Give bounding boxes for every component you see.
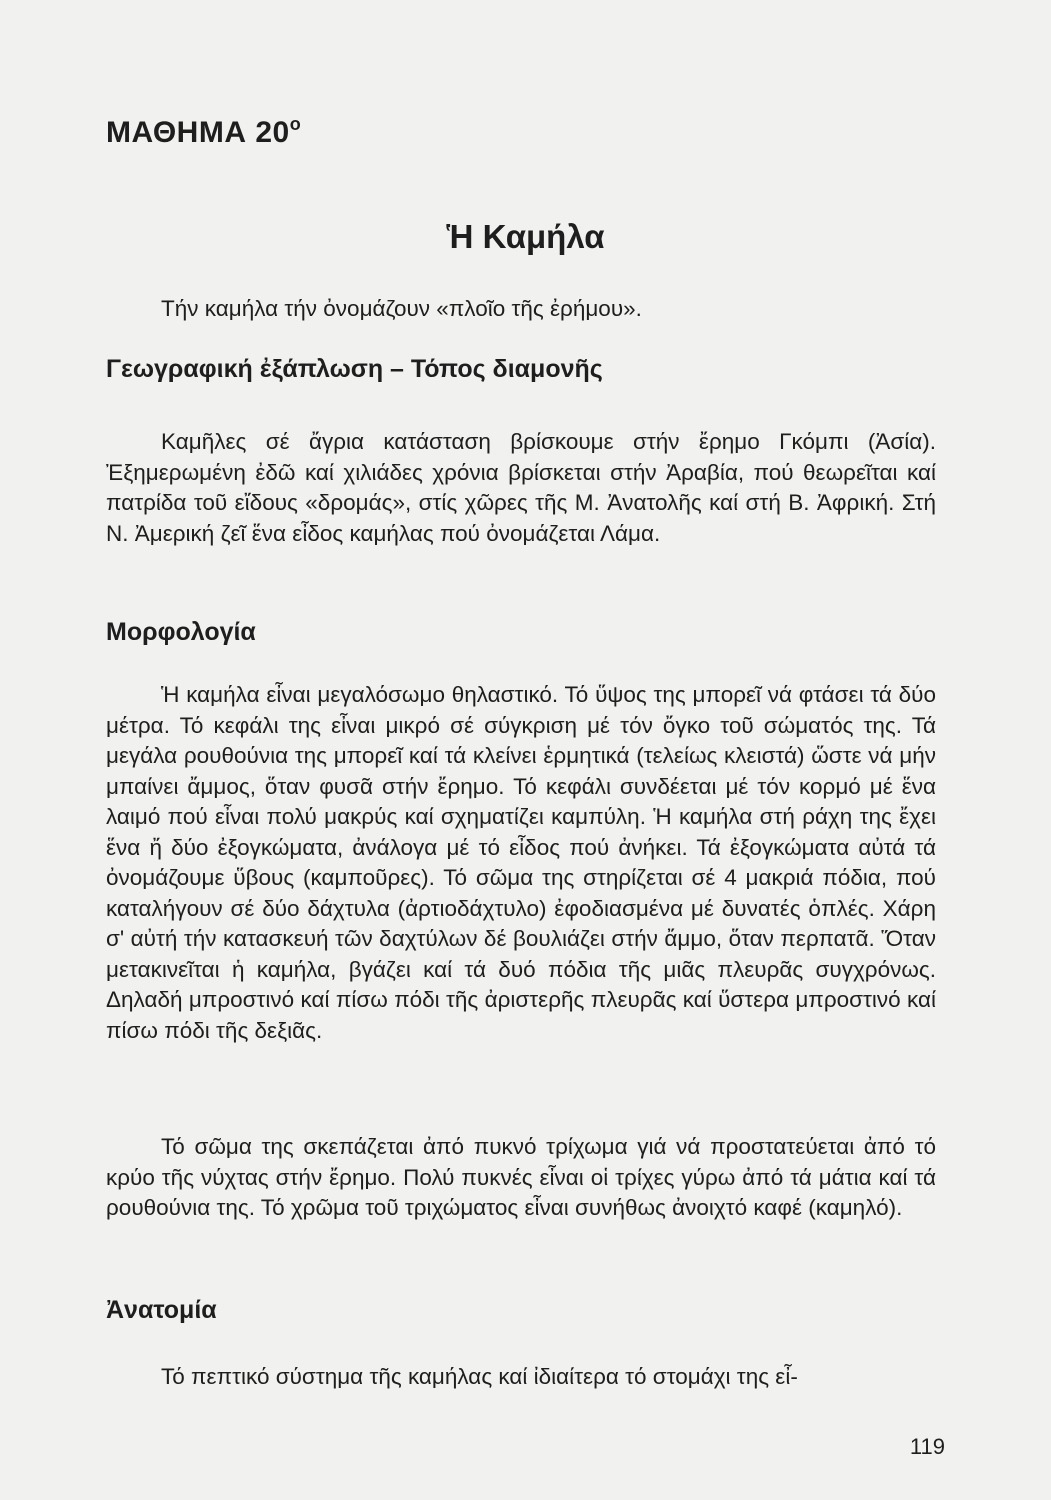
intro-paragraph: Τήν καμήλα τήν ὀνομάζουν «πλοῖο τῆς ἐρήμου».: [161, 296, 642, 321]
morphology-paragraph-2: Τό σῶμα της σκεπάζεται ἀπό πυκνό τρίχωμα γιά νά προστατεύεται ἀπό τό κρύο τῆς νύχτας στήν ἔρημο. Πολύ πυκνές εἶναι οἱ τρίχες γύρω ἀπό τά μάτια καί τά ρουθούνια της. Τό χρῶμα τοῦ τριχώματος εἶναι συνήθως ἀνοιχτό καφέ (καμηλό).: [106, 1134, 936, 1220]
geography-paragraph: Καμῆλες σέ ἄγρια κατάσταση βρίσκουμε στήν ἔρημο Γκόμπι (Ἀσία). Ἐξημερωμένη ἐδῶ καί χιλιάδες χρόνια βρίσκεται στήν Ἀραβία, πού θεωρεῖται καί πατρίδα τοῦ εἴδους «δρομάς», στίς χῶρες τῆς Μ. Ἀνατολῆς καί στή Β. Ἀφρική. Στή Ν. Ἀμερική ζεῖ ἕνα εἶδος καμήλας πού ὀνομάζεται Λάμα.: [106, 429, 936, 546]
page-title: Ἡ Καμήλα: [446, 218, 605, 255]
anatomy-paragraph: Τό πεπτικό σύστημα τῆς καμήλας καί ἰδιαίτερα τό στομάχι της εἶ-: [161, 1364, 798, 1389]
morphology-paragraph-1: Ἡ καμήλα εἶναι μεγαλόσωμο θηλαστικό. Τό ὕψος της μπορεῖ νά φτάσει τά δύο μέτρα. Τό κεφάλι της εἶναι μικρό σέ σύγκριση μέ τόν ὄγκο τοῦ σώματός της. Τά μεγάλα ρουθούνια της μπορεῖ καί τά κλείνει ἑρμητικά (τελείως κλειστά) ὥστε νά μήν μπαίνει ἄμμος, ὅταν φυσᾶ στήν ἔρημο. Τό κεφάλι συνδέεται μέ τόν κορμό μέ ἕνα λαιμό πού εἶναι πολύ μακρύς καί σχηματίζει καμπύλη. Ἡ καμήλα στή ράχη της ἔχει ἕνα ἤ δύο ἐξογκώματα, ἀνάλογα μέ τό εἶδος πού ἀνήκει. Τά ἐξογκώματα αὐτά τά ὀνομάζουμε ὕβους (καμποῦρες). Τό σῶμα της στηρίζεται σέ 4 μακριά πόδια, πού καταλήγουν σέ δύο δάχτυλα (ἀρτιοδάχτυλο) ἐφοδιασμένα μέ δυνατές ὁπλές. Χάρη σ' αὐτή τήν κατασκευή τῶν δαχτύλων δέ βουλιάζει στήν ἄμμο, ὅταν περπατᾶ. Ὅταν μετακινεῖται ἡ καμήλα, βγάζει καί τά δυό πόδια τῆς μιᾶς πλευρᾶς συγχρόνως. Δηλαδή μπροστινό καί πίσω πόδι τῆς ἀριστερῆς πλευρᾶς καί ὕστερα μπροστινό καί πίσω πόδι τῆς δεξιᾶς.: [106, 682, 936, 1043]
page-number: 119: [909, 1434, 945, 1459]
section-heading-anatomy: Ἀνατομία: [106, 1296, 217, 1324]
lesson-number: ΜΑΘΗΜΑ $20^o$: [106, 114, 302, 149]
section-heading-geography: Γεωγραφική ἐξάπλωση – Τόπος διαμονῆς: [106, 355, 603, 383]
section-heading-morphology: Μορφολογία: [106, 618, 256, 646]
